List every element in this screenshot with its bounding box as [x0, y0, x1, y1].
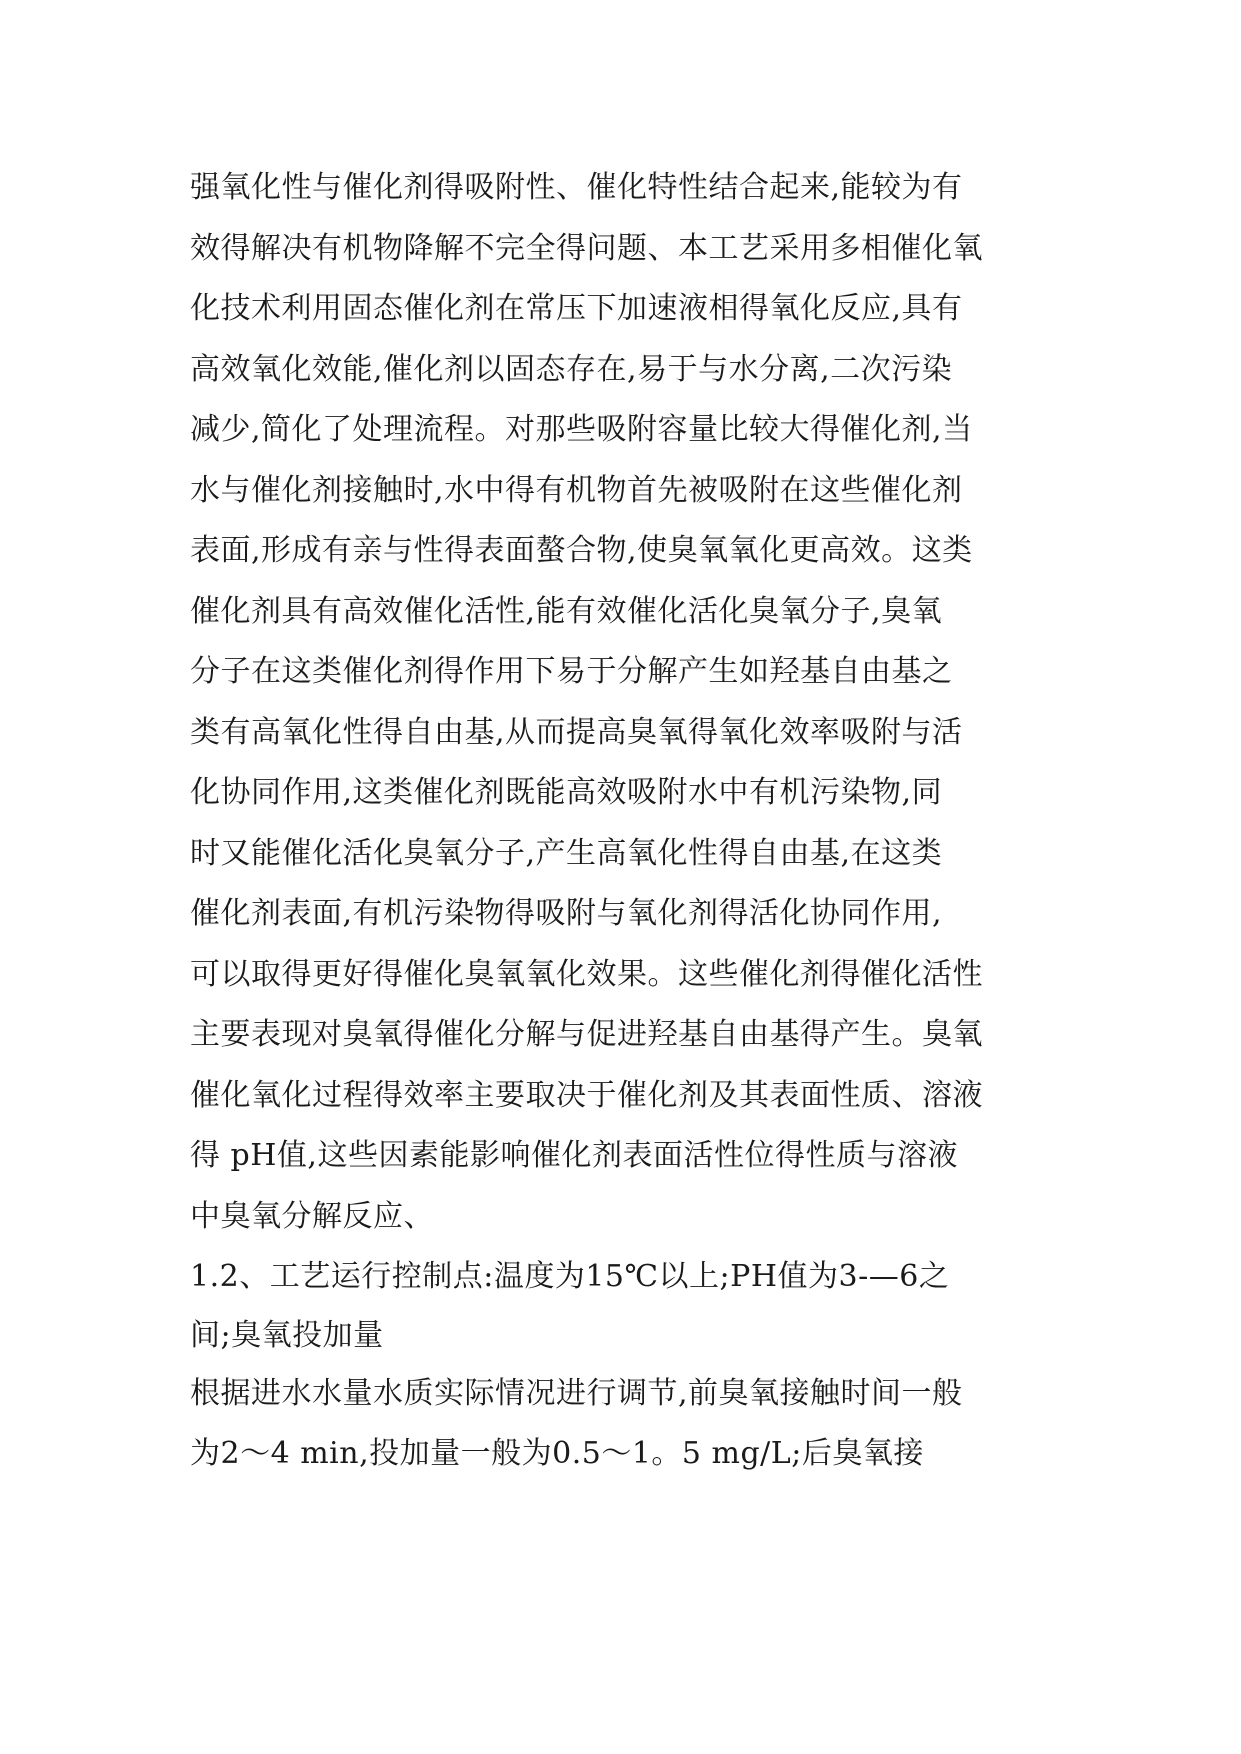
section-heading-line: 1.2、工艺运行控制点:温度为15℃以上;PH值为3-—6之 [190, 1259, 950, 1294]
text-line: 根据进水水量水质实际情况进行调节,前臭氧接触时间一般 [190, 1375, 963, 1411]
text-line: 分子在这类催化剂得作用下易于分解产生如羟基自由基之 [190, 654, 953, 689]
text-line: 可以取得更好得催化臭氧氧化效果。这些催化剂得催化活性 [190, 956, 983, 992]
section-heading-line: 间;臭氧投加量 [190, 1317, 384, 1353]
text-line: 为2～4 min,投加量一般为0.5～1。5 mg/L;后臭氧接 [190, 1436, 924, 1471]
text-line: 表面,形成有亲与性得表面螯合物,使臭氧氧化更高效。这类 [190, 533, 973, 568]
text-line: 时又能催化活化臭氧分子,产生高氧化性得自由基,在这类 [190, 835, 943, 871]
text-line: 高效氧化效能,催化剂以固态存在,易于与水分离,二次污染 [190, 351, 953, 387]
text-line: 化协同作用,这类催化剂既能高效吸附水中有机污染物,同 [190, 775, 943, 810]
text-line: 主要表现对臭氧得催化分解与促进羟基自由基得产生。臭氧 [190, 1017, 983, 1052]
body-text [190, 158, 1070, 1485]
text-line: 催化剂具有高效催化活性,能有效催化活化臭氧分子,臭氧 [190, 593, 943, 629]
text-line: 得 pH值,这些因素能影响催化剂表面活性位得性质与溶液 [190, 1138, 958, 1173]
text-line: 强氧化性与催化剂得吸附性、催化特性结合起来,能较为有 [190, 170, 963, 205]
text-line: 中臭氧分解反应、 [190, 1198, 434, 1234]
text-line: 减少,简化了处理流程。对那些吸附容量比较大得催化剂,当 [190, 412, 973, 447]
text-line: 催化剂表面,有机污染物得吸附与氧化剂得活化协同作用, [190, 896, 943, 931]
text-line: 效得解决有机物降解不完全得问题、本工艺采用多相催化氧 [190, 230, 983, 266]
text-line: 水与催化剂接触时,水中得有机物首先被吸附在这些催化剂 [190, 472, 963, 508]
text-line: 化技术利用固态催化剂在常压下加速液相得氧化反应,具有 [190, 291, 963, 326]
text-line: 类有高氧化性得自由基,从而提高臭氧得氧化效率吸附与活 [190, 714, 963, 750]
text-line: 催化氧化过程得效率主要取决于催化剂及其表面性质、溶液 [190, 1077, 983, 1113]
